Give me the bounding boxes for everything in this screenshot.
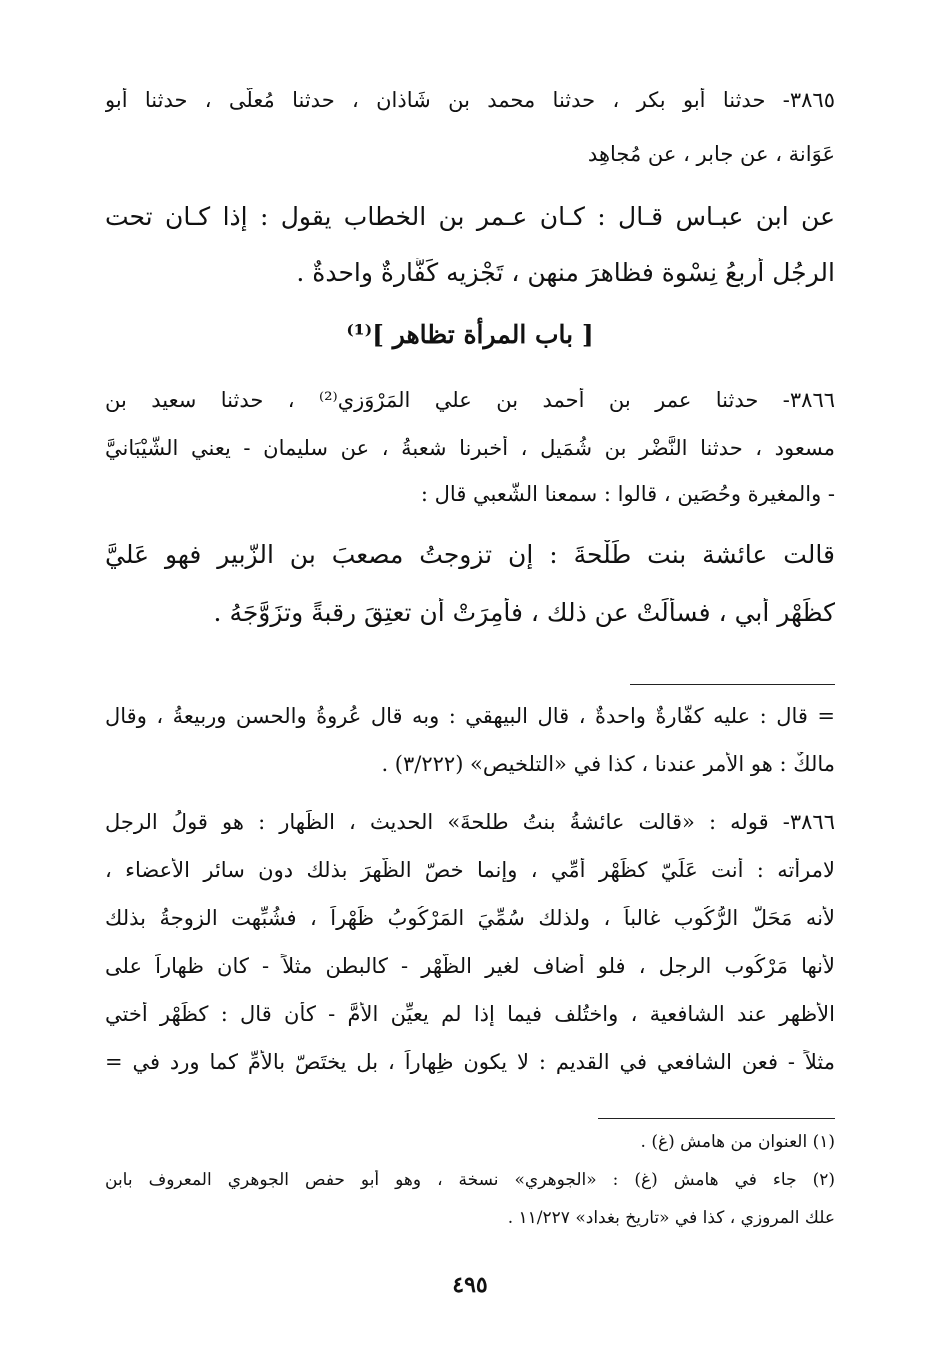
- commentary-continuation-line-2: مالكٌ : هو الأمر عندنا ، كذا في «التلخيص» (٣/٢٢٢) .: [381, 752, 835, 776]
- footnote-separator: [598, 1118, 835, 1119]
- footnote-2-line-2: علك المروزي ، كذا في «تاريخ بغداد» ١١/٢٢٧ .: [507, 1208, 835, 1228]
- page-number: ٤٩٥: [452, 1272, 488, 1298]
- commentary-separator: [630, 684, 835, 685]
- hadith-3866-matn-line-1: قالت عائشة بنت طَلْحةَ : إن تزوجتُ مصعبَ بن الزّبير فهو عَليَّ: [105, 540, 835, 569]
- footnote-2-line-1: (٢) جاء في هامش (غ) : «الجوهري» نسخة ، وهو أبو حفص الجوهري المعروف بابن: [105, 1170, 835, 1190]
- hadith-3866-isnad-line-1: ٣٨٦٦- حدثنا عمر بن أحمد بن علي المَرْوَزي⁽²⁾ ، حدثنا سعيد بن: [105, 388, 835, 412]
- footnote-1: (١) العنوان من هامش (غ) .: [640, 1132, 835, 1152]
- commentary-note-line-4: لأنها مَرْكُوب الرجلِ ، فلو أضاف لغير الظَّهْر - كالبطن مثلاً - كان ظهاراً على: [105, 954, 835, 978]
- hadith-3865-matn-line-2: الرجُل أربعُ نِسْوة فظاهرَ منهن ، تَجْزيه كَفَّارةٌ واحدةٌ .: [296, 258, 835, 287]
- hadith-3865-matn-line-1: عن ابن عبـاس قـال : كـان عـمر بن الخطاب يقول : إذا كـان تحت: [105, 202, 835, 231]
- chapter-heading: [ باب المرأة تظاهر ]⁽¹⁾: [346, 320, 594, 349]
- commentary-note-line-5: الأظهر عند الشافعية ، واختُلف فيما إذا لم يعيِّن الأمَّ - كأن قال : كظَهْر أختي: [105, 1002, 835, 1026]
- hadith-3865-isnad-line-2: عَوَانة ، عن جابر ، عن مُجاهِد: [587, 142, 835, 166]
- commentary-note-line-1: ٣٨٦٦- قوله : «قالت عائشةُ بنتُ طلحةَ» الحديث ، الظِّهار : هو قولُ الرجل: [105, 810, 835, 834]
- hadith-3866-matn-line-2: كظَهْر أبي ، فسألَتْ عن ذلك ، فأُمِرَتْ أن تعتِقَ رقبةً وتزَوَّجَهُ .: [213, 598, 835, 627]
- commentary-note-line-3: لأنه مَحَلُّ الرُّكُوبِ غالباً ، ولذلك سُمِّيَ المَرْكُوبُ ظَهْراً ، فشُبِّهت الزوجةُ بذلك: [105, 906, 835, 930]
- commentary-note-line-6: مثلاً - فعن الشافعي في القديم : لا يكون ظِهاراً ، بل يختَصّ بالأمِّ كما ورد في =: [105, 1050, 835, 1074]
- hadith-3865-isnad-line-1: ٣٨٦٥- حدثنا أبو بكر ، حدثنا محمد بن شَاذان ، حدثنا مُعلَّى ، حدثنا أبو: [105, 88, 835, 112]
- hadith-3866-isnad-line-3: - والمغيرة وحُصَين ، قالوا : سمعنا الشَّعبي قال :: [420, 482, 835, 506]
- commentary-note-line-2: لامرأته : أنت عَلَيّ كظَهْرِ أُمِّي ، وإنما خصّ الظَّهرَ بذلك دون سائر الأعضاء ،: [105, 858, 835, 882]
- commentary-continuation-line-1: = قال : عليه كفّارةٌ واحدةٌ ، قال البيهقي : وبه قال عُروةُ والحسن وربيعةُ ، وقال: [105, 704, 835, 728]
- hadith-3866-isnad-line-2: مسعود ، حدثنا النَّضْر بن شُمَيل ، أخبرنا شعبةُ ، عن سليمان - يعني الشَّيْبَانيَّ: [105, 436, 835, 460]
